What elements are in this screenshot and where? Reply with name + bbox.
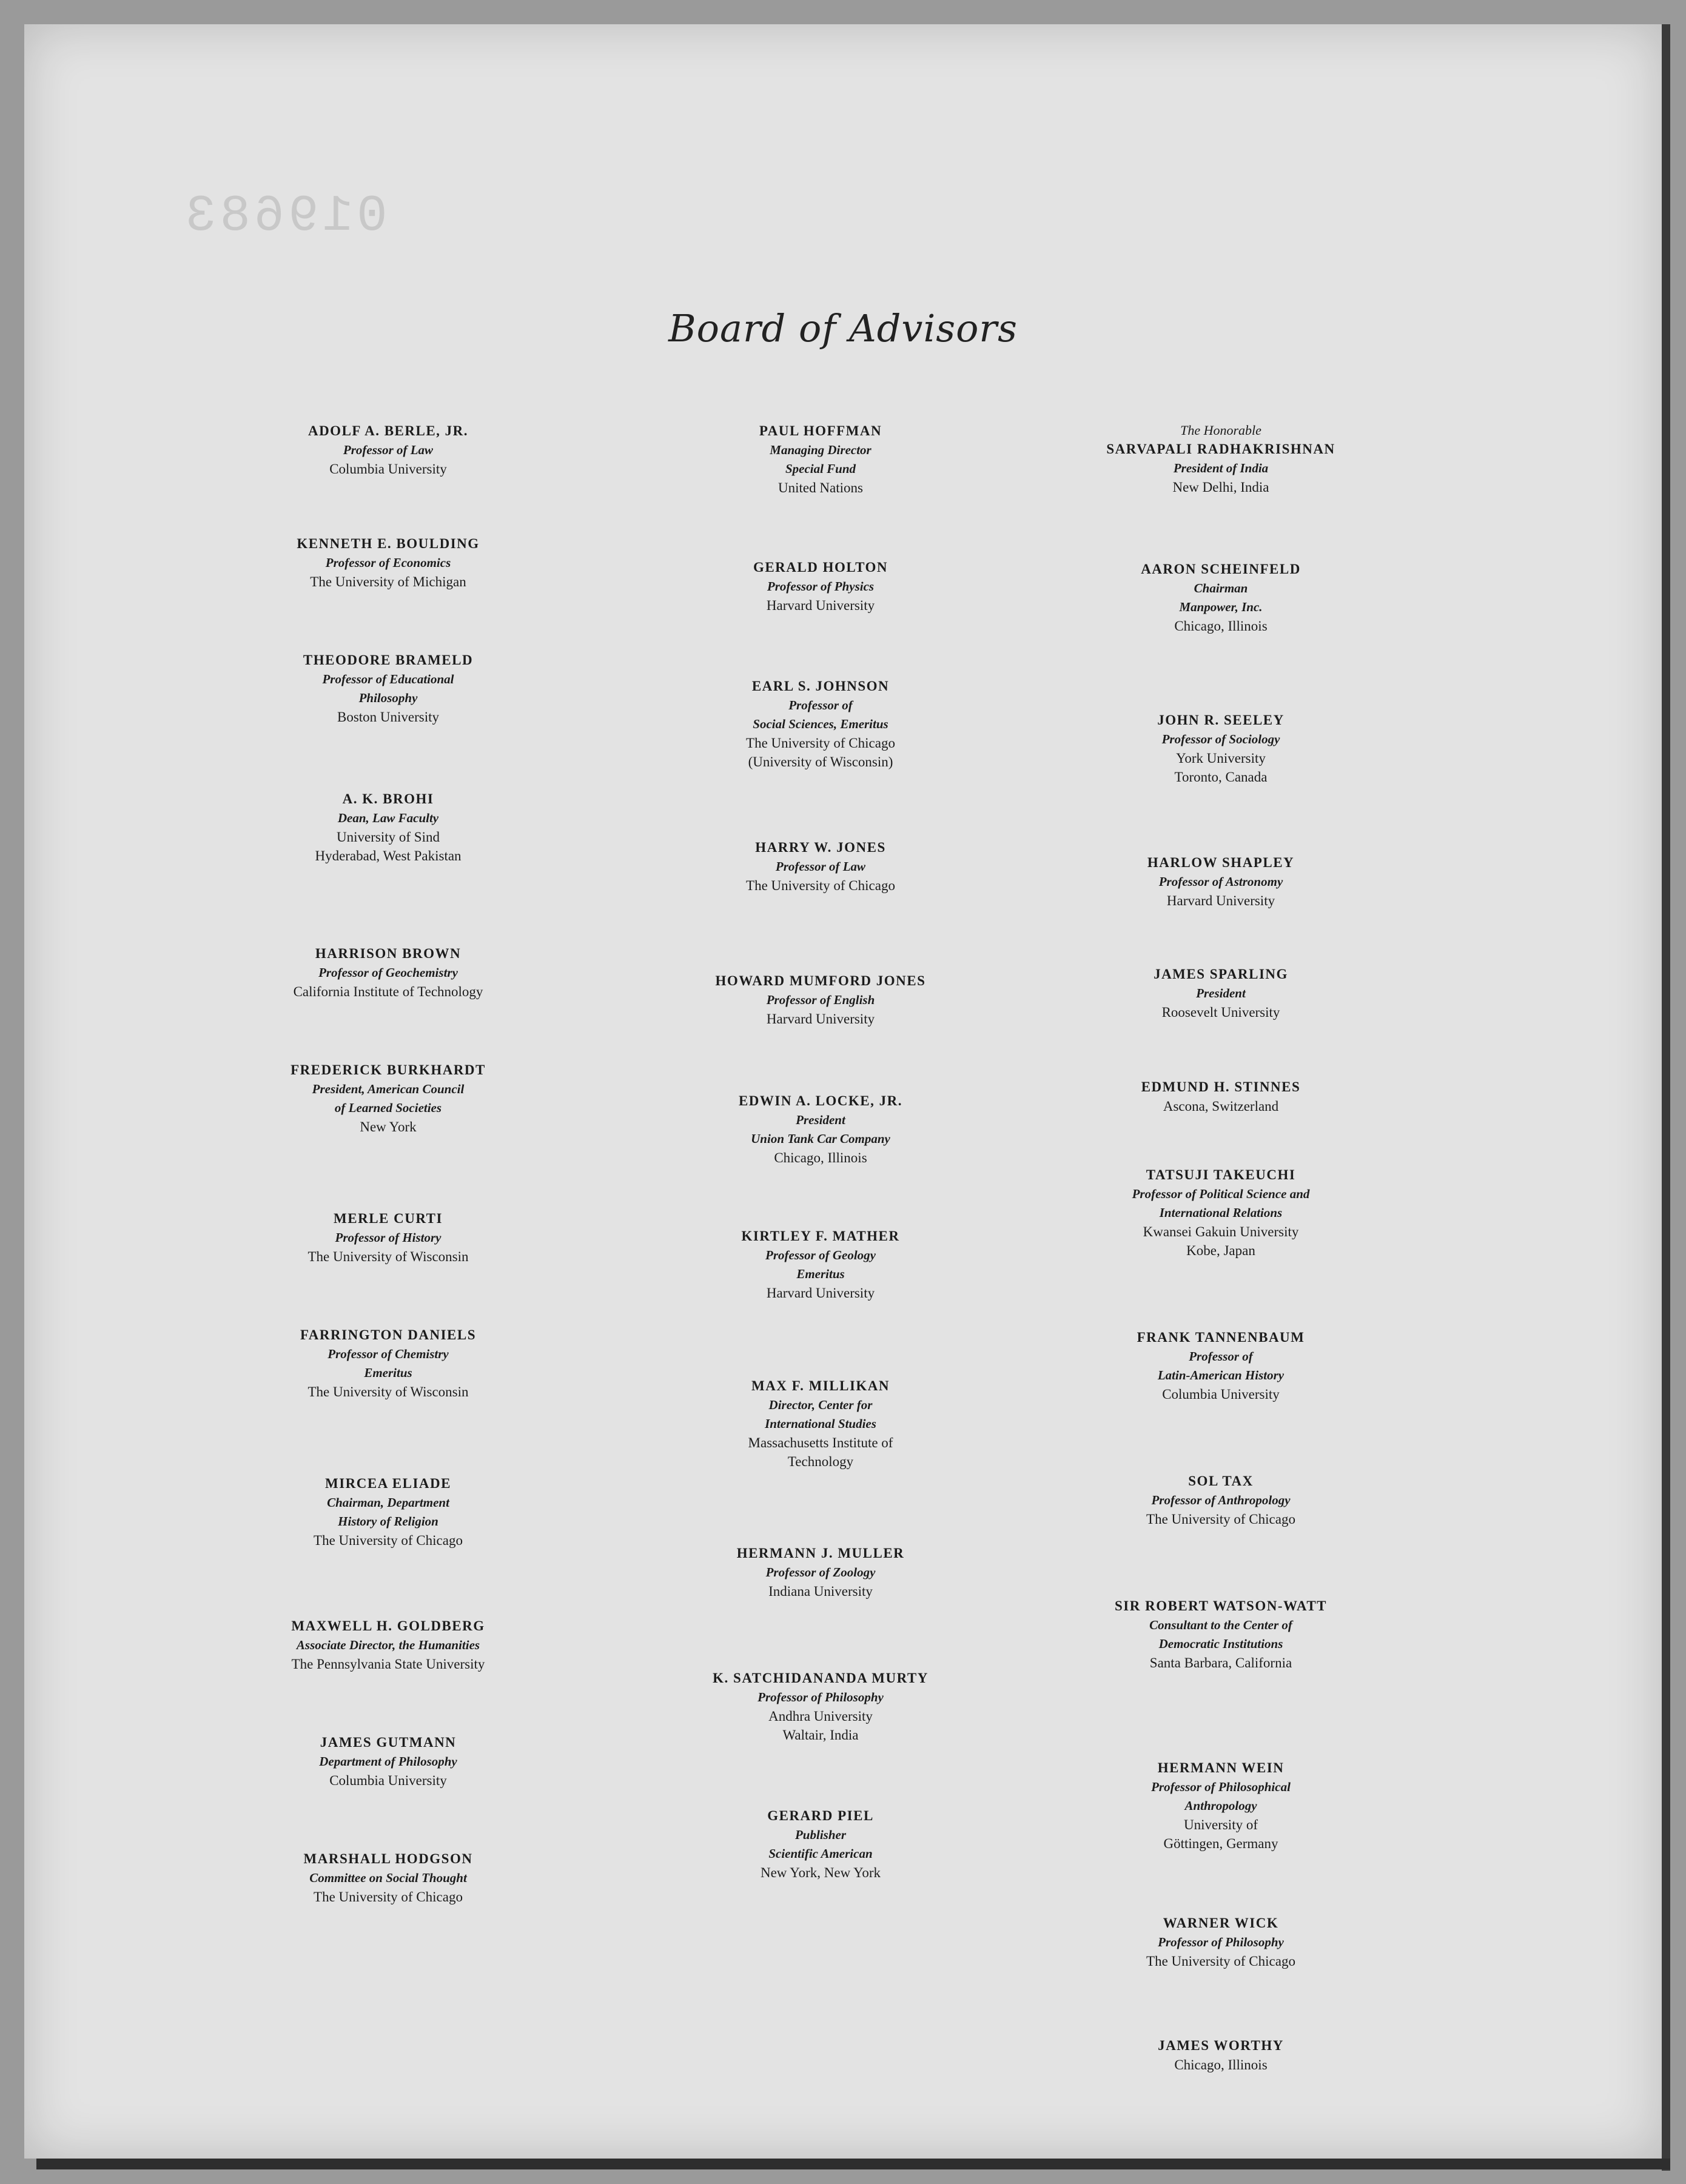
advisor-entry [139, 1733, 637, 1790]
advisor-entry [139, 421, 637, 478]
advisor-affiliation: Kwansei Gakuin University [1143, 1224, 1299, 1239]
advisor-name: A. K. BROHI [342, 791, 434, 806]
advisor-name: KENNETH E. BOULDING [297, 536, 480, 551]
advisor-affiliation: Chicago, Illinois [1174, 2057, 1268, 2072]
advisor-title: President of India [1173, 461, 1269, 475]
advisor-entry [972, 965, 1469, 1022]
advisor-entry [139, 1474, 637, 1550]
advisor-name: MAX F. MILLIKAN [751, 1378, 890, 1393]
advisor-entry [972, 1914, 1469, 1971]
advisor-affiliation: Göttingen, Germany [1163, 1836, 1278, 1851]
advisor-title: Professor of Philosophy [1158, 1935, 1284, 1949]
advisor-entry [972, 1165, 1469, 1260]
advisor-affiliation: The University of Chicago [314, 1889, 463, 1904]
advisor-entry [139, 651, 637, 726]
advisor-name: FARRINGTON DANIELS [300, 1327, 477, 1342]
advisor-affiliation: Toronto, Canada [1174, 769, 1268, 785]
advisor-name: HARRISON BROWN [315, 946, 462, 961]
advisor-affiliation: The University of Chicago [314, 1533, 463, 1548]
advisor-affiliation: Massachusetts Institute of [748, 1435, 893, 1450]
advisor-title: Professor of Chemistry [327, 1347, 449, 1361]
advisor-name: HERMANN J. MULLER [736, 1546, 905, 1561]
advisor-entry [972, 1758, 1469, 1853]
advisor-affiliation: Kobe, Japan [1186, 1243, 1255, 1258]
advisor-title: Professor of Law [775, 859, 866, 874]
advisor-name: ADOLF A. BERLE, JR. [307, 423, 469, 438]
advisor-affiliation: Harvard University [1166, 893, 1275, 908]
advisor-entry [139, 1209, 637, 1266]
advisor-entry [972, 1328, 1469, 1404]
advisor-title: International Studies [765, 1416, 876, 1431]
advisor-title: Professor of Anthropology [1151, 1493, 1291, 1507]
advisor-title: Managing Director [770, 443, 872, 457]
advisor-title: Professor of Philosophy [757, 1690, 884, 1704]
advisor-affiliation: Harvard University [766, 1285, 875, 1301]
advisor-name: HERMANN WEIN [1157, 1760, 1285, 1775]
advisor-title: History of Religion [338, 1514, 438, 1529]
advisor-name: GERARD PIEL [767, 1808, 874, 1823]
advisor-title: Professor of Economics [325, 555, 451, 570]
advisor-title: Emeritus [796, 1267, 845, 1281]
advisor-entry [139, 944, 637, 1001]
advisor-title: President, American Council [312, 1082, 465, 1096]
advisor-title: Department of Philosophy [319, 1754, 457, 1769]
advisor-affiliation: The University of Wisconsin [307, 1249, 469, 1264]
advisor-title: Professor of Philosophical [1151, 1780, 1291, 1794]
advisor-affiliation: New York, New York [760, 1865, 881, 1880]
advisor-name: JOHN R. SEELEY [1157, 712, 1285, 728]
advisor-name: FRANK TANNENBAUM [1137, 1330, 1305, 1345]
advisor-affiliation: The University of Chicago [746, 878, 895, 893]
advisor-entry [972, 1472, 1469, 1529]
advisor-name: WARNER WICK [1163, 1915, 1279, 1931]
advisor-name: MAXWELL H. GOLDBERG [291, 1618, 485, 1633]
advisor-title: Scientific American [768, 1846, 873, 1861]
advisor-entry [139, 534, 637, 591]
document-number: 019683 [182, 188, 388, 246]
advisor-title: Chairman [1194, 581, 1248, 595]
advisor-title: President [1196, 986, 1246, 1000]
advisor-title: Professor of Zoology [765, 1565, 876, 1579]
advisor-name: EARL S. JOHNSON [751, 678, 890, 694]
advisor-title: Professor of Sociology [1161, 732, 1280, 746]
advisor-title: Social Sciences, Emeritus [753, 717, 888, 731]
advisor-affiliation: University of [1183, 1817, 1258, 1832]
advisor-affiliation: Indiana University [768, 1584, 873, 1599]
advisor-affiliation: Waltair, India [782, 1727, 859, 1743]
advisor-name: MIRCEA ELIADE [324, 1476, 451, 1491]
advisor-name: THEODORE BRAMELD [303, 652, 474, 668]
advisor-affiliation: The University of Chicago [1146, 1512, 1295, 1527]
advisor-affiliation: University of Sind [337, 829, 440, 845]
advisor-name: MARSHALL HODGSON [303, 1851, 473, 1866]
advisor-title: Committee on Social Thought [309, 1871, 467, 1885]
advisor-name: AARON SCHEINFELD [1141, 561, 1301, 577]
advisor-entry [139, 1060, 637, 1136]
advisor-title: Professor of Astronomy [1158, 874, 1283, 889]
advisor-affiliation: The University of Chicago [746, 735, 895, 751]
advisor-entry [139, 1616, 637, 1673]
advisor-name: JAMES GUTMANN [320, 1735, 457, 1750]
advisor-name: FREDERICK BURKHARDT [291, 1062, 486, 1077]
advisor-title: Associate Director, the Humanities [296, 1638, 480, 1652]
advisor-title: Professor of English [766, 993, 875, 1007]
advisor-title: Professor of [1189, 1349, 1253, 1364]
advisor-title: Professor of Law [343, 443, 434, 457]
advisor-name: HARLOW SHAPLEY [1147, 855, 1295, 870]
advisor-affiliation: The University of Wisconsin [307, 1384, 469, 1399]
advisor-entry [139, 1325, 637, 1401]
advisor-name: HARRY W. JONES [755, 840, 886, 855]
advisor-title: Emeritus [364, 1365, 412, 1380]
advisor-affiliation: Harvard University [766, 1011, 875, 1027]
advisor-affiliation: Chicago, Illinois [1174, 618, 1268, 634]
advisor-affiliation: New Delhi, India [1172, 480, 1269, 495]
advisor-affiliation: Technology [787, 1454, 854, 1469]
advisor-affiliation: Columbia University [1162, 1387, 1280, 1402]
advisor-name: MERLE CURTI [334, 1211, 443, 1226]
advisor-title: Democratic Institutions [1158, 1636, 1283, 1651]
advisor-title: Professor of History [335, 1230, 442, 1245]
advisor-title: Chairman, Department [327, 1495, 449, 1510]
advisor-entry [972, 560, 1469, 635]
advisor-title: Director, Center for [768, 1398, 873, 1412]
advisor-name: K. SATCHIDANANDA MURTY [713, 1670, 929, 1686]
advisor-affiliation: (University of Wisconsin) [748, 754, 893, 769]
advisor-title: Union Tank Car Company [751, 1131, 890, 1146]
advisor-name: PAUL HOFFMAN [759, 423, 882, 438]
advisor-affiliation: Chicago, Illinois [774, 1150, 867, 1165]
advisor-affiliation: Ascona, Switzerland [1163, 1099, 1279, 1114]
advisor-affiliation: The Pennsylvania State University [291, 1656, 485, 1672]
page-title: Board of Advisors [668, 306, 1018, 350]
advisor-name: EDWIN A. LOCKE, JR. [738, 1093, 903, 1108]
advisor-affiliation: Roosevelt University [1161, 1005, 1280, 1020]
advisor-entry [972, 1077, 1469, 1116]
advisor-title: of Learned Societies [334, 1100, 442, 1115]
advisor-entry [972, 2036, 1469, 2074]
advisor-name: HOWARD MUMFORD JONES [715, 973, 926, 988]
advisor-title: International Relations [1159, 1205, 1283, 1220]
advisor-title: Professor of Political Science and [1132, 1187, 1310, 1201]
advisor-title: Dean, Law Faculty [337, 811, 439, 825]
advisor-title: Professor of Physics [767, 579, 875, 594]
advisor-affiliation: California Institute of Technology [293, 984, 483, 999]
advisor-name: GERALD HOLTON [753, 560, 888, 575]
advisor-affiliation: Columbia University [329, 1773, 447, 1788]
advisor-title: Latin-American History [1157, 1368, 1285, 1382]
advisor-title: Special Fund [785, 461, 856, 476]
advisor-entry [972, 1596, 1469, 1672]
advisor-affiliation: Santa Barbara, California [1149, 1655, 1292, 1670]
advisor-title: Professor of Geochemistry [318, 965, 458, 980]
advisor-entry [972, 711, 1469, 786]
advisor-title: Anthropology [1184, 1798, 1257, 1813]
advisor-title: President [796, 1113, 845, 1127]
page-bottom-shadow [36, 2159, 1670, 2169]
advisor-title: Consultant to the Center of [1149, 1618, 1292, 1632]
advisor-name: KIRTLEY F. MATHER [741, 1228, 900, 1244]
advisor-honorific: The Honorable [1180, 423, 1261, 438]
advisor-affiliation: Hyderabad, West Pakistan [315, 848, 462, 863]
advisor-column-3 [972, 421, 1469, 2074]
advisor-name: TATSUJI TAKEUCHI [1146, 1167, 1296, 1182]
advisor-affiliation: Boston University [337, 709, 440, 725]
advisor-affiliation: The University of Chicago [1146, 1954, 1295, 1969]
advisor-column-1 [139, 421, 637, 1906]
advisor-affiliation: New York [360, 1119, 417, 1134]
advisor-name: JAMES WORTHY [1158, 2038, 1284, 2053]
advisor-name: EDMUND H. STINNES [1141, 1079, 1301, 1094]
advisor-title: Professor of Geology [765, 1248, 876, 1262]
advisor-entry [139, 1849, 637, 1906]
advisor-affiliation: York University [1176, 751, 1266, 766]
advisor-title: Philosophy [358, 691, 418, 705]
advisor-entry [972, 421, 1469, 497]
advisor-affiliation: Andhra University [768, 1709, 873, 1724]
advisor-name: SIR ROBERT WATSON-WATT [1114, 1598, 1328, 1613]
advisor-affiliation: United Nations [778, 480, 863, 495]
advisor-name: JAMES SPARLING [1154, 966, 1288, 982]
advisor-entry [139, 789, 637, 865]
advisor-name: SOL TAX [1188, 1473, 1254, 1489]
advisor-title: Professor of Educational [322, 672, 454, 686]
advisor-entry [972, 853, 1469, 910]
advisor-title: Manpower, Inc. [1179, 600, 1263, 614]
advisor-affiliation: The University of Michigan [310, 574, 466, 589]
advisor-affiliation: Harvard University [766, 598, 875, 613]
advisor-name: SARVAPALI RADHAKRISHNAN [1106, 441, 1335, 457]
advisor-title: Publisher [794, 1827, 847, 1842]
advisor-affiliation: Columbia University [329, 461, 447, 477]
advisor-title: Professor of [788, 698, 853, 712]
